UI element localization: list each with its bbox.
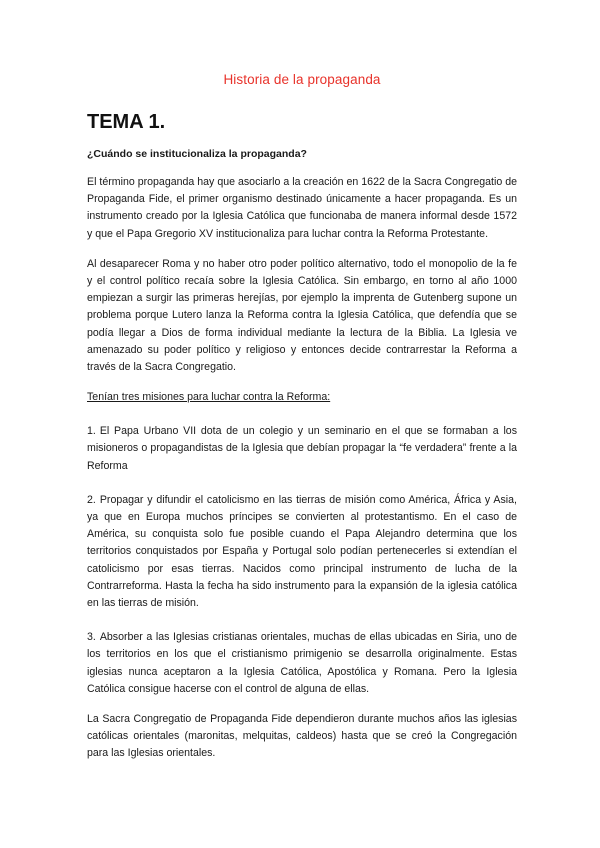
mission-number: 1. <box>87 425 96 438</box>
mission-number: 3. <box>87 631 96 644</box>
mission-text: El Papa Urbano VII dota de un colegio y un seminario en el que se formaban a los misioneros o propagandistas de la Iglesia que debían propagar la “fe verdadera” frente a la Reforma <box>87 425 517 472</box>
missions-heading: Tenían tres misiones para luchar contra la Reforma: <box>87 391 331 404</box>
mission-number: 2. <box>87 493 96 506</box>
missions-list <box>87 423 517 698</box>
mission-text: Absorber a las Iglesias cristianas orientales, muchas de ellas ubicadas en Siria, uno de los territorios en los que el cristianismo primigenio se desarrolla originalmente. Estas iglesias nunca aceptaron a la Iglesia Católica, Apostólica y Romana. Pero la Iglesia Católica consigue hacerse con el control de alguna de ellas. <box>87 631 517 695</box>
paragraph-closing: La Sacra Congregatio de Propaganda Fide dependieron durante muchos años las iglesias católicas orientales (maronitas, melquitas, caldeos) hasta que se creó la Congregación para las Iglesias orientales. <box>87 713 517 760</box>
mission-item <box>87 423 517 475</box>
document-page <box>87 72 517 776</box>
mission-item <box>87 492 517 612</box>
mission-item <box>87 629 517 698</box>
document-title: Historia de la propaganda <box>223 72 381 87</box>
paragraph-context: Al desaparecer Roma y no haber otro poder político alternativo, todo el monopolio de la fe y el control político recaía sobre la Iglesia Católica. Sin embargo, en torno al año 1000 empiezan a surgir las primeras herejías, por ejemplo la imprenta de Gutenberg supone un problema porque Lutero lanza la Reforma contra la Iglesia Católica, que defendía que se podía llegar a Dios de forma individual mediante la lectura de la Biblia. La Iglesia ve amenazado su poder político y religioso y entonces decide contrarrestar la Reforma a través de la Sacra Congregatio. <box>87 257 517 374</box>
section-heading: TEMA 1. <box>87 111 166 133</box>
mission-text: Propagar y difundir el catolicismo en las tierras de misión como América, África y Asia, ya que en Europa muchos príncipes se convierten al protestantismo. En el caso de América, su conquista solo fue posible cuando el Papa Alejandro determina que los territorios conquistados por España y Portugal solo podían pertenecerles si extendían el catolicismo por esas tierras. Nacidos como principal instrumento de lucha de la Contrarreforma. Hasta la fecha ha sido instrumento para la expansión de la iglesia católica en las tierras de misión. <box>87 493 517 610</box>
question-heading: ¿Cuándo se institucionaliza la propaganda? <box>87 148 307 160</box>
paragraph-intro: El término propaganda hay que asociarlo a la creación en 1622 de la Sacra Congregatio de Propaganda Fide, el primer organismo destinado únicamente a hacer propaganda. Es un instrumento creado por la Iglesia Católica que funcionaba de manera informal desde 1572 y que el Papa Gregorio XV institucionaliza para luchar contra la Reforma Protestante. <box>87 176 517 240</box>
